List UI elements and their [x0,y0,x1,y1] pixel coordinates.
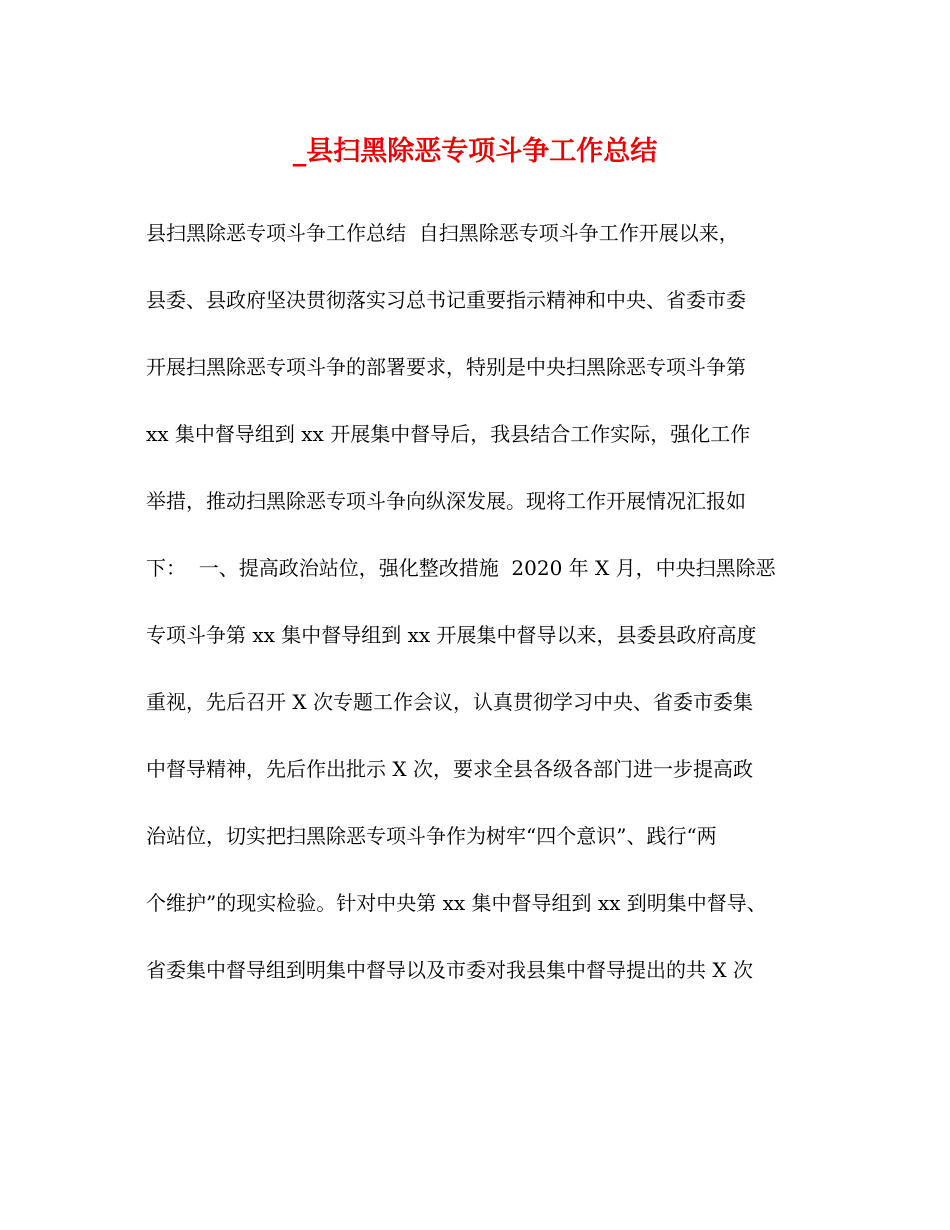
body-line: 专项斗争第 xx 集中督导组到 xx 开展集中督导以来，县委县政府高度 [146,623,757,647]
body-line: 治站位，切实把扫黑除恶专项斗争作为树牢“四个意识”、践行“两 [146,824,717,848]
body-line: 县委、县政府坚决贯彻落实习总书记重要指示精神和中央、省委市委 [146,288,746,312]
document-title: _县扫黑除恶专项斗争工作总结 [292,136,658,167]
body-line: 下： 一、提高政治站位，强化整改措施 2020 年 X 月，中央扫黑除恶 [146,556,776,580]
body-line: 省委集中督导组到明集中督导以及市委对我县集中督导提出的共 X 次 [146,958,753,982]
body-line: 开展扫黑除恶专项斗争的部署要求，特别是中央扫黑除恶专项斗争第 [146,355,746,379]
body-line: 重视，先后召开 X 次专题工作会议，认真贯彻学习中央、省委市委集 [146,690,753,714]
body-line: 举措，推动扫黑除恶专项斗争向纵深发展。现将工作开展情况汇报如 [146,489,746,513]
body-line: xx 集中督导组到 xx 开展集中督导后，我县结合工作实际，强化工作 [146,422,751,446]
document-body [146,210,806,1014]
body-line: 中督导精神，先后作出批示 X 次，要求全县各级各部门进一步提高政 [146,757,753,781]
body-line: 县扫黑除恶专项斗争工作总结 自扫黑除恶专项斗争工作开展以来， [146,221,739,245]
body-line: 个维护”的现实检验。针对中央第 xx 集中督导组到 xx 到明集中督导、 [146,891,767,915]
